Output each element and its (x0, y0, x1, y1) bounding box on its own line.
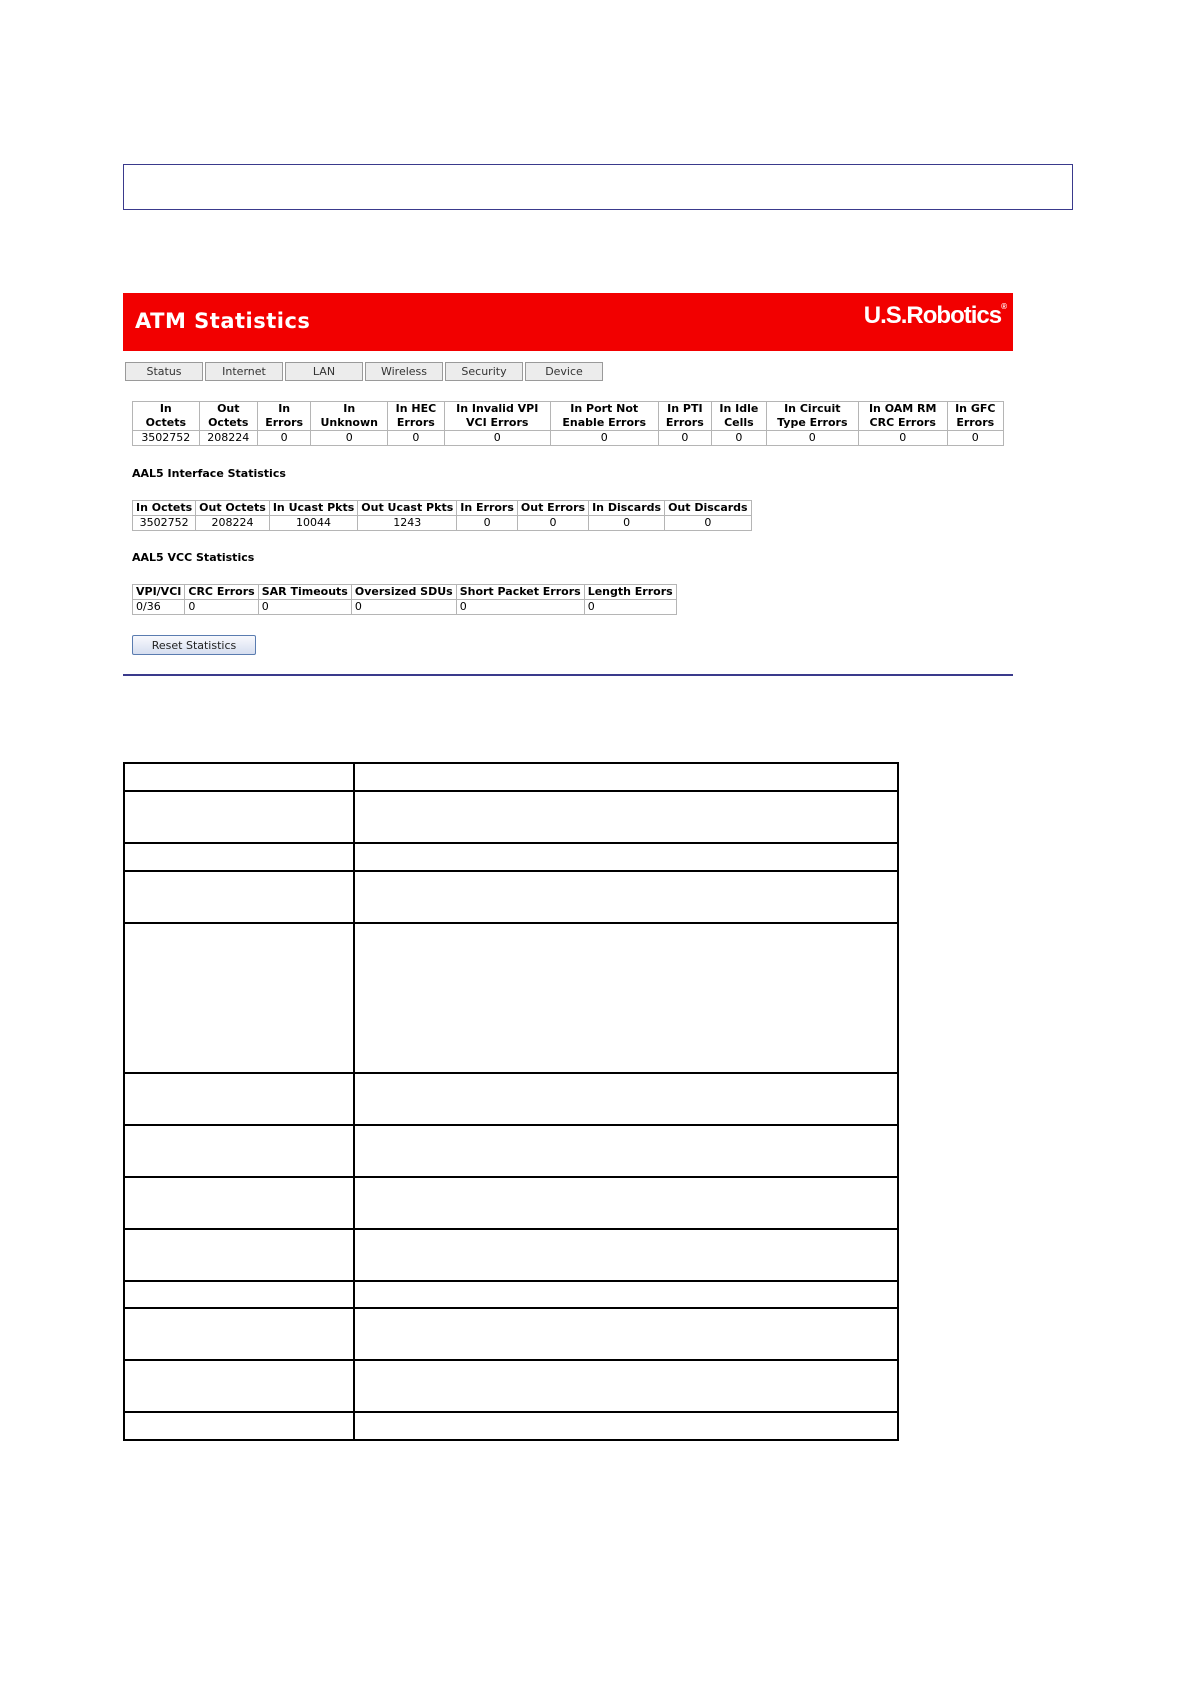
table-cell (124, 843, 354, 871)
aal5-interface-table (132, 500, 752, 531)
table-row (124, 871, 898, 923)
table-cell (354, 871, 898, 923)
table-row (124, 843, 898, 871)
table-cell: 208224 (199, 431, 257, 446)
table-cell: 0 (388, 431, 445, 446)
atm-statistics-table (132, 401, 1004, 446)
table-cell (354, 1412, 898, 1440)
column-header: In Ucast Pkts (269, 501, 357, 516)
table-row (124, 1281, 898, 1308)
table-cell (124, 1412, 354, 1440)
table-cell: 3502752 (133, 516, 196, 531)
table-cell (124, 871, 354, 923)
table-cell (354, 923, 898, 1073)
table-cell: 0 (589, 516, 665, 531)
table-cell (124, 923, 354, 1073)
table-cell (124, 1229, 354, 1281)
tab-internet[interactable]: Internet (205, 362, 283, 381)
table-cell (124, 763, 354, 791)
table-cell: 0 (185, 600, 258, 615)
usrobotics-logo (864, 302, 1007, 330)
column-header: In Idle Cells (712, 402, 767, 431)
column-header: In Invalid VPI VCI Errors (444, 402, 550, 431)
table-row (133, 431, 1004, 446)
nav-tabs (125, 362, 605, 381)
table-cell: 0 (712, 431, 767, 446)
tab-device[interactable]: Device (525, 362, 603, 381)
table-row (124, 1229, 898, 1281)
column-header: In GFC Errors (947, 402, 1003, 431)
column-header: Out Discards (665, 501, 752, 516)
table-cell (354, 763, 898, 791)
table-row (124, 1360, 898, 1412)
table-row (133, 600, 677, 615)
column-header: In Errors (457, 501, 518, 516)
aal5-vcc-heading: AAL5 VCC Statistics (132, 551, 255, 564)
table-cell: 0 (665, 516, 752, 531)
table-cell (354, 1308, 898, 1360)
column-header: Short Packet Errors (456, 585, 584, 600)
table-row (124, 1125, 898, 1177)
table-cell (124, 791, 354, 843)
column-header: In Octets (133, 501, 196, 516)
table-row (133, 516, 752, 531)
table-cell (124, 1073, 354, 1125)
table-cell (124, 1125, 354, 1177)
column-header: Out Octets (196, 501, 270, 516)
table-header-row (133, 402, 1004, 431)
table-cell (354, 1360, 898, 1412)
table-header-row (133, 585, 677, 600)
table-cell: 0 (456, 600, 584, 615)
table-header-row (133, 501, 752, 516)
column-header: Out Octets (199, 402, 257, 431)
column-header: Length Errors (584, 585, 676, 600)
tab-security[interactable]: Security (445, 362, 523, 381)
table-cell: 0 (351, 600, 456, 615)
table-cell: 0 (257, 431, 310, 446)
table-row (124, 1177, 898, 1229)
table-cell: 0/36 (133, 600, 185, 615)
column-header: In HEC Errors (388, 402, 445, 431)
table-cell (354, 1229, 898, 1281)
column-header: Oversized SDUs (351, 585, 456, 600)
table-cell (124, 1177, 354, 1229)
table-row (124, 1412, 898, 1440)
table-cell (354, 1177, 898, 1229)
router-screenshot (123, 293, 1013, 676)
column-header: In Circuit Type Errors (766, 402, 858, 431)
table-cell: 0 (258, 600, 351, 615)
column-header: VPI/VCI (133, 585, 185, 600)
tab-lan[interactable]: LAN (285, 362, 363, 381)
table-row (124, 923, 898, 1073)
table-cell: 0 (947, 431, 1003, 446)
table-cell (354, 1281, 898, 1308)
table-cell: 0 (858, 431, 947, 446)
table-cell: 0 (550, 431, 658, 446)
table-cell (354, 1073, 898, 1125)
column-header: In Unknown (311, 402, 388, 431)
table-cell: 10044 (269, 516, 357, 531)
table-cell: 0 (444, 431, 550, 446)
logo-text: U.S.Robotics (863, 302, 1002, 329)
table-row (124, 791, 898, 843)
table-cell (354, 843, 898, 871)
column-header: In OAM RM CRC Errors (858, 402, 947, 431)
table-cell (354, 791, 898, 843)
table-cell: 0 (457, 516, 518, 531)
aal5-interface-heading: AAL5 Interface Statistics (132, 467, 286, 480)
column-header: Out Errors (517, 501, 588, 516)
tab-wireless[interactable]: Wireless (365, 362, 443, 381)
aal5-vcc-table (132, 584, 677, 615)
column-header: CRC Errors (185, 585, 258, 600)
table-cell (124, 1281, 354, 1308)
column-header: In Port Not Enable Errors (550, 402, 658, 431)
column-header: In Octets (133, 402, 200, 431)
table-row (124, 1308, 898, 1360)
column-header: Out Ucast Pkts (358, 501, 457, 516)
header-banner (123, 293, 1013, 351)
table-cell: 0 (311, 431, 388, 446)
table-row (124, 763, 898, 791)
table-cell (354, 1125, 898, 1177)
table-cell: 3502752 (133, 431, 200, 446)
table-cell: 0 (517, 516, 588, 531)
description-table (123, 762, 899, 1441)
table-cell: 0 (658, 431, 711, 446)
column-header: SAR Timeouts (258, 585, 351, 600)
column-header: In Discards (589, 501, 665, 516)
table-cell: 208224 (196, 516, 270, 531)
table-cell: 0 (584, 600, 676, 615)
logo-registered-mark: ® (1001, 302, 1007, 311)
table-cell: 0 (766, 431, 858, 446)
column-header: In Errors (257, 402, 310, 431)
top-outline-box (123, 164, 1073, 210)
tab-status[interactable]: Status (125, 362, 203, 381)
column-header: In PTI Errors (658, 402, 711, 431)
page-title: ATM Statistics (135, 309, 311, 333)
table-cell: 1243 (358, 516, 457, 531)
table-cell (124, 1360, 354, 1412)
table-cell (124, 1308, 354, 1360)
table-row (124, 1073, 898, 1125)
reset-statistics-button[interactable]: Reset Statistics (132, 635, 256, 655)
